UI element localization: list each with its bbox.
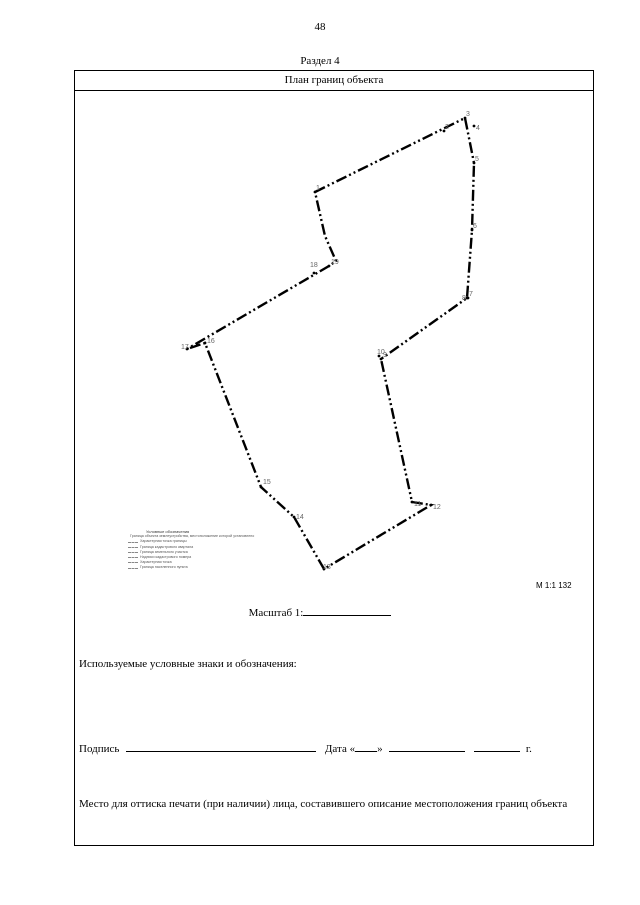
- date-year-blank: [474, 740, 520, 752]
- scale-row: [0, 604, 640, 619]
- vertex-label: 15: [263, 479, 271, 486]
- boundary-vertex: [260, 486, 263, 489]
- map-legend-item: Характерная точка: [140, 560, 172, 565]
- boundary-vertex: [313, 272, 316, 275]
- map-legend-item: Граница объекта землеустройства, местоположение которой установлено: [130, 534, 255, 539]
- vertex-label: 1: [316, 185, 320, 192]
- vertex-label: 12: [433, 504, 441, 511]
- vertex-label: 19: [331, 259, 339, 266]
- date-quote-close: »: [377, 743, 383, 755]
- signature-blank: [126, 740, 316, 752]
- page-number: 48: [314, 21, 326, 33]
- boundary-vertex: [380, 358, 383, 361]
- map-legend-item: Надписи кадастрового номера: [140, 555, 192, 560]
- date-month-blank: [389, 740, 465, 752]
- vertex-label: 5: [475, 156, 479, 163]
- boundary-vertex: [204, 342, 207, 345]
- vertex-label: 3: [466, 111, 470, 118]
- map-legend-item: Граница земельного участка: [140, 549, 188, 554]
- map-legend-title: Условные обозначения: [146, 529, 190, 534]
- vertex-label: 4: [476, 125, 480, 132]
- scale-value-blank: [303, 604, 391, 616]
- map-legend-item: Характерная точка границы: [140, 539, 187, 544]
- boundary-plan: [75, 91, 593, 591]
- map-legend-item: Граница населенного пункта: [140, 565, 188, 570]
- boundary-vertex: [473, 125, 476, 128]
- boundary-vertex: [430, 504, 433, 507]
- stamp-placeholder-text: Место для оттиска печати (при наличии) лица, составившего описание местоположения границ объекта: [79, 798, 568, 810]
- boundary-vertex: [466, 297, 469, 300]
- boundary-vertex: [328, 265, 331, 268]
- vertex-label: 18: [310, 262, 318, 269]
- vertex-label: 17: [181, 344, 189, 351]
- signature-row: [79, 740, 532, 755]
- year-suffix: г.: [525, 743, 532, 755]
- signature-label: Подпись: [79, 743, 120, 755]
- map-legend-item: Граница кадастрового квартала: [140, 544, 194, 549]
- boundary-vertex: [293, 516, 296, 519]
- vertex-label: 8: [462, 295, 466, 302]
- vertex-label: 6: [473, 223, 477, 230]
- map-legend: [128, 529, 255, 571]
- vertex-label: 2: [445, 124, 449, 131]
- boundary-line: [187, 118, 474, 569]
- map-scale-note: М 1:1 132: [536, 581, 572, 590]
- legend-caption: Используемые условные знаки и обозначения:: [79, 658, 297, 670]
- table-title: План границ объекта: [74, 70, 594, 91]
- vertex-label: 10: [377, 349, 385, 356]
- section-label: Раздел 4: [300, 55, 340, 67]
- vertex-label: 13: [323, 564, 331, 571]
- date-day-blank: [355, 740, 377, 752]
- boundary-vertex: [411, 501, 414, 504]
- vertex-label: 9: [383, 352, 387, 359]
- date-label: Дата «: [324, 743, 356, 755]
- scale-label: Масштаб 1:: [248, 607, 304, 619]
- vertex-label: 11: [414, 501, 422, 508]
- vertex-label: 16: [207, 338, 215, 345]
- vertex-label: 7: [469, 291, 473, 298]
- vertex-label: 14: [296, 514, 304, 521]
